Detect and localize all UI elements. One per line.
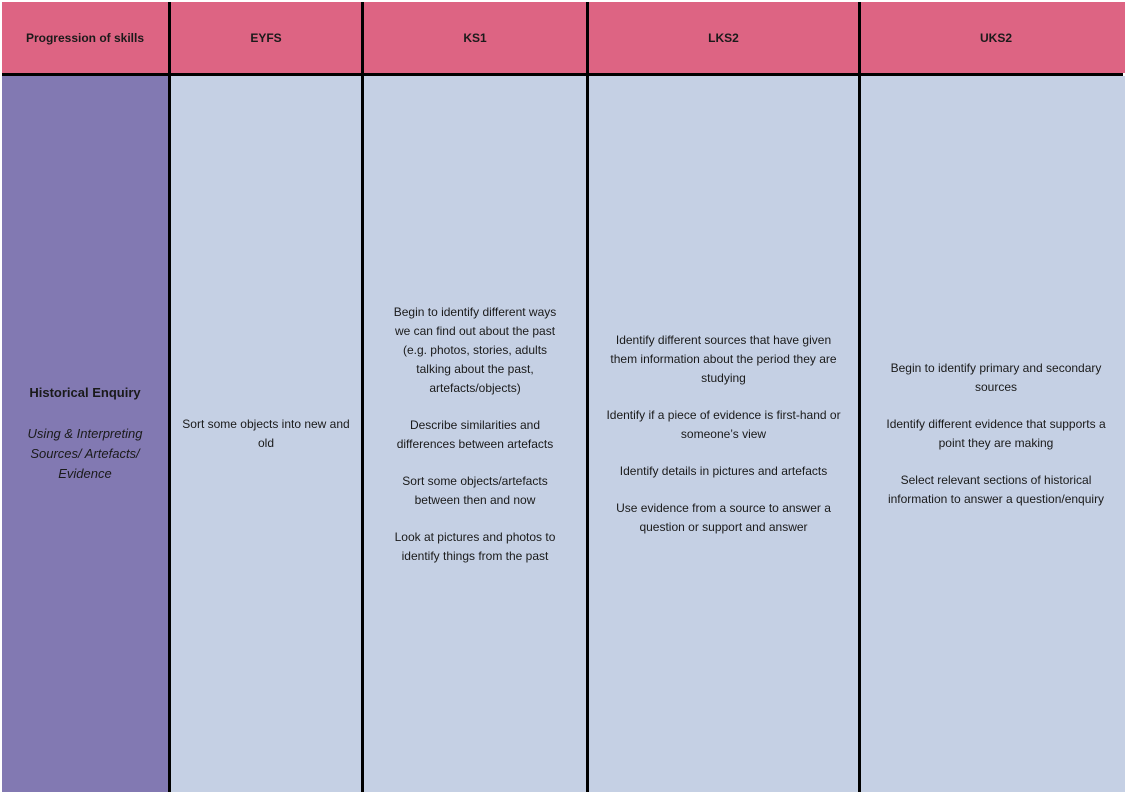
cell-eyfs (171, 76, 361, 792)
uks2-skill: Begin to identify primary and secondary sources (890, 361, 1102, 394)
ks1-skill: Look at pictures and photos to identify things from the past (394, 529, 556, 563)
lks2-skill: Identify different sources that have given them information about the period they are studying (610, 333, 837, 385)
header-progression-of-skills: Progression of skills (2, 2, 168, 73)
header-lks2: LKS2 (589, 2, 858, 73)
header-ks1: KS1 (364, 2, 586, 73)
uks2-skill: Identify different evidence that supports a point they are making (886, 417, 1106, 450)
cell-lks2 (589, 76, 858, 792)
lks2-skill: Identify details in pictures and artefacts (619, 464, 828, 478)
eyfs-skill: Sort some objects into new and old (182, 417, 350, 450)
header-eyfs: EYFS (171, 2, 361, 73)
row-header-historical-enquiry (2, 76, 168, 792)
cell-uks2 (861, 76, 1125, 792)
row-title: Historical Enquiry (29, 384, 141, 400)
lks2-skill: Identify if a piece of evidence is first-hand or someone’s view (606, 408, 841, 441)
uks2-skill: Select relevant sections of historical information to answer a question/enquiry (887, 473, 1105, 506)
header-uks2: UKS2 (861, 2, 1125, 73)
cell-ks1 (364, 76, 586, 792)
ks1-skill: Begin to identify different ways we can find out about the past (e.g. photos, stories, adults talking about the past, artefacts/objects) (393, 304, 557, 395)
lks2-skill: Use evidence from a source to answer a question or support and answer (616, 501, 831, 534)
progression-table (2, 2, 1123, 792)
ks1-skill: Describe similarities and differences between artefacts (396, 417, 554, 451)
ks1-skill: Sort some objects/artefacts between then and now (402, 473, 548, 507)
row-subtitle: Using & Interpreting Sources/ Artefacts/ Evidence (27, 425, 143, 481)
